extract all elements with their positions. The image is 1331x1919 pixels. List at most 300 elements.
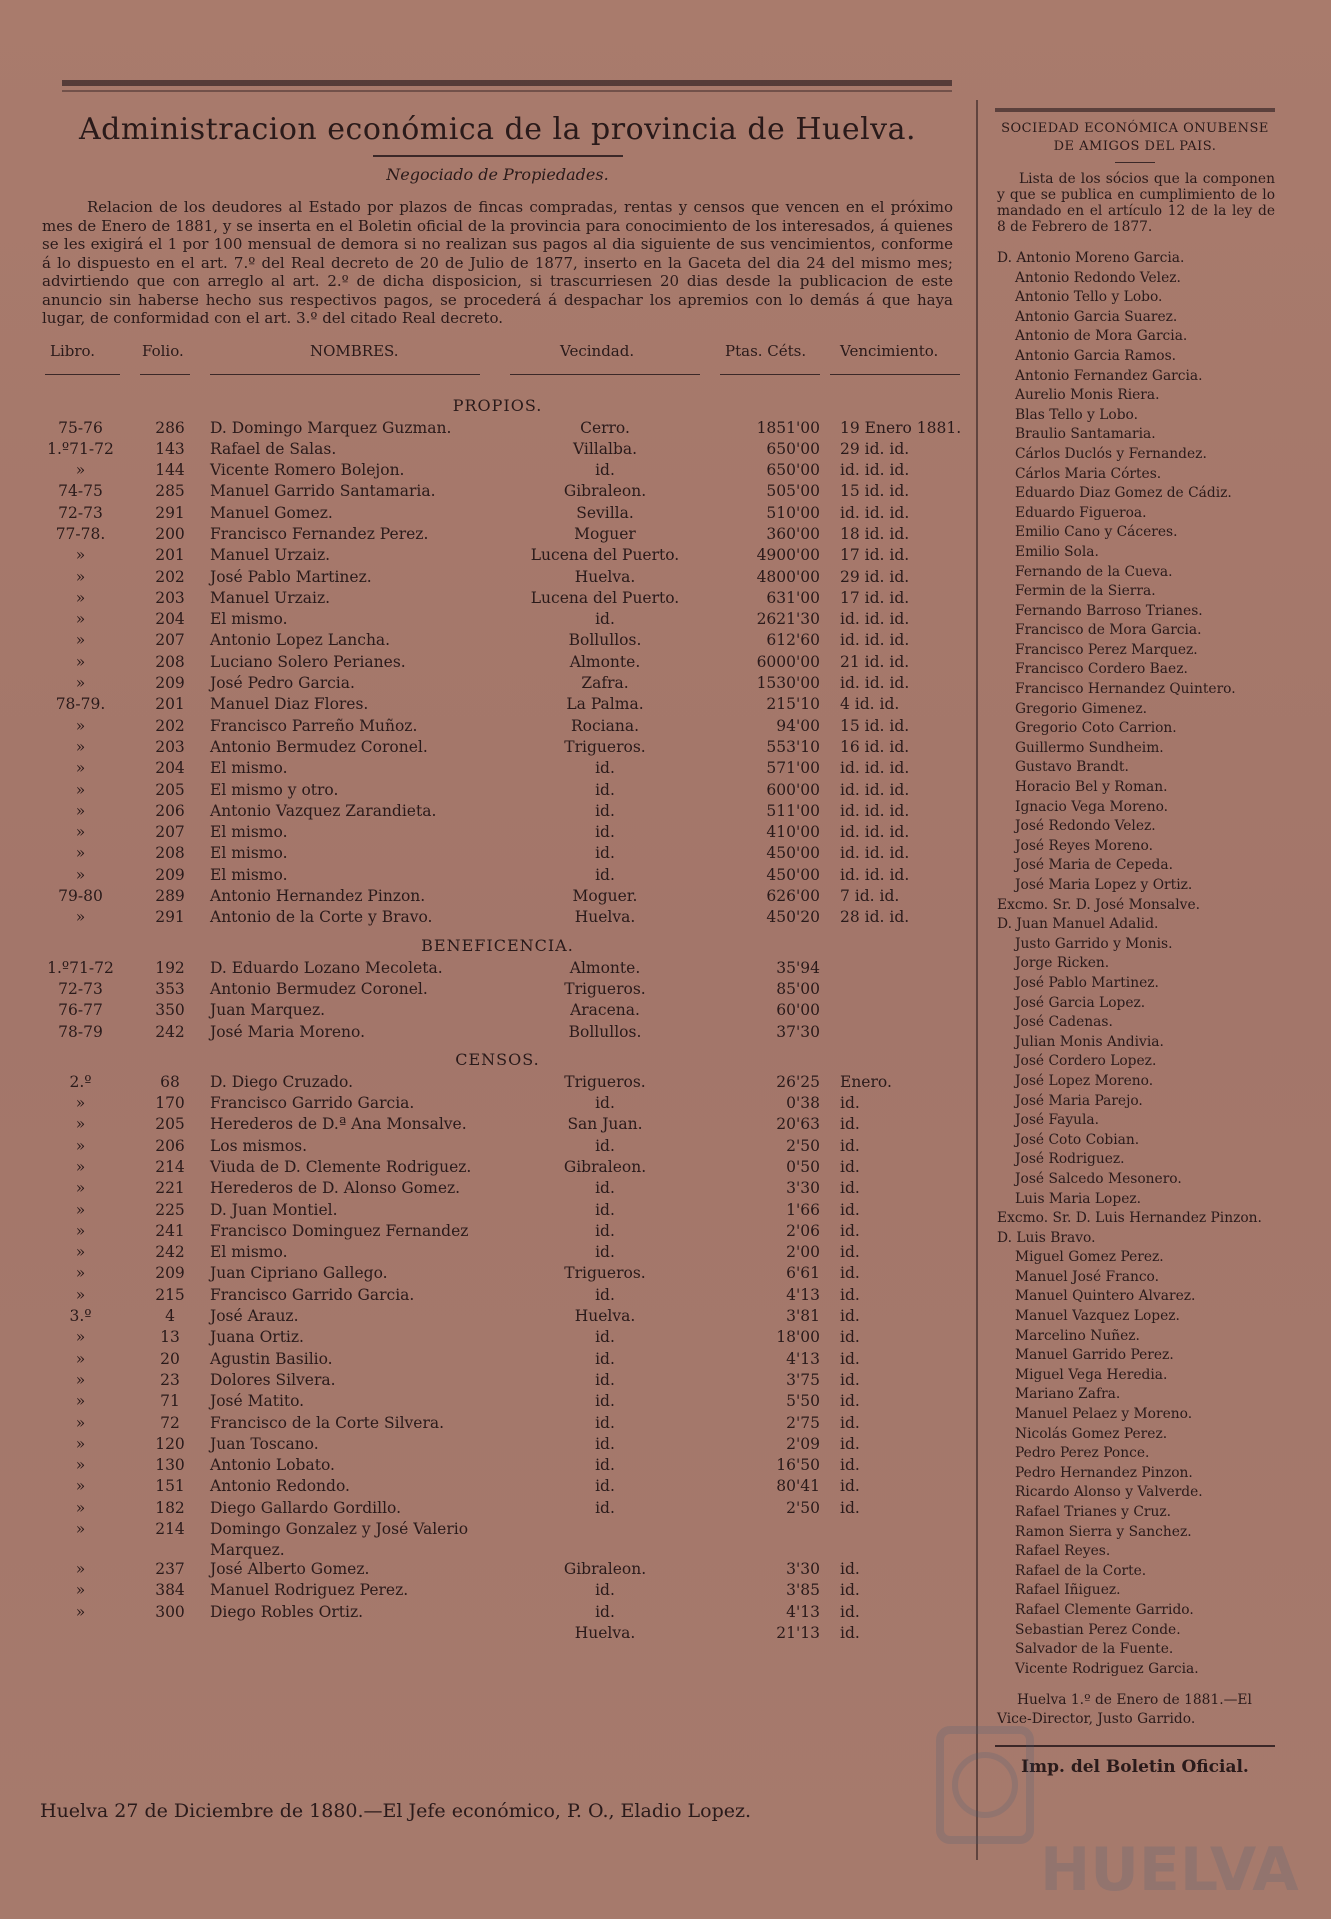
table-row [30,980,965,1001]
cell-nombre: Manuel Urzaiz. [210,546,331,565]
cell-ptas: 510'00 [766,503,820,522]
cell-ptas: 2'75 [786,1413,820,1432]
table-row [30,546,965,567]
member-name: José Pablo Martinez. [1015,974,1159,991]
cell-libro: » [75,610,86,629]
cell-nombre: El mismo. [210,1243,288,1262]
cell-vecindad: Huelva. [574,908,636,927]
table-row [30,1001,965,1022]
member-name: Francisco Cordero Baez. [1015,661,1188,678]
section-heading: CENSOS. [455,1049,540,1069]
cell-folio: 206 [155,1136,185,1155]
table-row [30,1603,965,1624]
member-name: Nicolás Gomez Perez. [1015,1425,1168,1442]
cell-vencimiento: id. [840,1498,860,1517]
page-title: Administracion económica de la provincia de Huelva. [78,112,917,147]
member-name: Rafael de la Corte. [1015,1562,1147,1579]
cell-libro: » [75,1264,86,1283]
cell-nombre: José Matito. [210,1392,305,1411]
table-row [30,823,965,844]
cell-folio: 205 [155,780,185,799]
member-name: Salvador de la Fuente. [1015,1641,1174,1658]
cell-folio: 207 [155,823,185,842]
cell-ptas: 2'09 [786,1434,820,1453]
cell-folio: 242 [155,1022,185,1041]
cell-ptas: 631'00 [766,588,820,607]
cell-folio: 204 [155,759,185,778]
member-name: Manuel José Franco. [1015,1268,1160,1285]
cell-ptas: 600'00 [766,780,820,799]
member-name: Emilio Sola. [1015,543,1099,560]
cell-vecindad: Cerro. [580,418,630,437]
cell-nombre: Manuel Rodriguez Perez. [210,1581,409,1600]
cell-ptas: 2'00 [786,1243,820,1262]
table-row [30,887,965,908]
cell-nombre: Francisco Garrido Garcia. [210,1285,415,1304]
member-name: Eduardo Diaz Gomez de Cádiz. [1015,485,1232,502]
sidebar-closing: Huelva 1.º de Enero de 1881.—El Vice-Director, Justo Garrido. [997,1692,1252,1728]
sidebar-heading-1: SOCIEDAD ECONÓMICA ONUBENSE [1001,121,1269,136]
table-row [30,908,965,929]
member-name: Manuel Quintero Alvarez. [1015,1288,1196,1305]
cell-vencimiento: id. id. id. [840,503,910,522]
cell-ptas: 215'10 [766,695,820,714]
cell-libro: » [75,1136,86,1155]
watermark-text: HUELVA [1040,1835,1299,1905]
cell-libro: » [75,1115,86,1134]
cell-folio: 144 [155,461,185,480]
cell-vencimiento: id. [840,1349,860,1368]
cell-ptas: 4'13 [786,1349,820,1368]
table-row [30,1307,965,1328]
cell-vecindad: San Juan. [567,1115,643,1134]
member-name: Guillermo Sundheim. [1015,739,1164,756]
cell-folio: 289 [155,887,185,906]
cell-nombre: El mismo. [210,610,288,629]
cell-ptas: 3'30 [786,1179,820,1198]
cell-libro: » [75,844,86,863]
table-row [30,781,965,802]
table-row [30,482,965,503]
member-name: D. Luis Bravo. [997,1229,1096,1246]
cell-libro: 78-79 [58,1022,103,1041]
cell-vencimiento: 15 id. id. [840,482,910,501]
cell-ptas: 2'06 [786,1221,820,1240]
cell-ptas: 37'30 [776,1022,820,1041]
cell-ptas: 360'00 [766,524,820,543]
sidebar-rule [995,108,1275,112]
col-nombres: NOMBRES. [310,341,399,360]
col-libro: Libro. [50,341,96,360]
table-row [30,1158,965,1179]
cell-ptas: 4900'00 [756,546,820,565]
cell-folio: 203 [155,588,185,607]
col-ptas: Ptas. Céts. [725,341,807,360]
cell-libro: » [75,1581,86,1600]
cell-vecindad: id. [595,759,615,778]
table-row [30,717,965,738]
member-name: Cárlos Duclós y Fernandez. [1015,445,1207,462]
cell-libro: » [75,1520,86,1539]
member-name: Vicente Rodriguez Garcia. [1015,1660,1199,1677]
member-name: Rafael Trianes y Cruz. [1015,1504,1172,1520]
cell-nombre: Los mismos. [210,1136,308,1155]
member-name: Justo Garrido y Monis. [1015,935,1173,952]
cell-vecindad: Lucena del Puerto. [530,546,680,565]
cell-vencimiento: id. [840,1477,860,1496]
cell-ptas: 60'00 [776,1001,820,1020]
cell-folio: 208 [155,844,185,863]
cell-nombre: Vicente Romero Bolejon. [210,461,405,480]
member-name: Cárlos Maria Córtes. [1015,465,1162,482]
cell-vecindad: Almonte. [569,958,641,977]
cell-vecindad: Bollullos. [568,1022,642,1041]
cell-nombre: Antonio Bermudez Coronel. [210,737,428,756]
cell-libro: 79-80 [58,887,103,906]
cell-folio: 120 [155,1434,185,1453]
cell-folio: 237 [155,1560,185,1579]
cell-libro: » [75,588,86,607]
cell-folio: 209 [155,865,185,884]
member-name: José Lopez Moreno. [1015,1072,1154,1089]
table-row [30,1560,965,1581]
cell-nombre: Manuel Urzaiz. [210,588,331,607]
cell-folio: 23 [160,1370,180,1389]
cell-nombre: El mismo. [210,865,288,884]
cell-vecindad: Sevilla. [576,503,634,522]
cell-vencimiento: id. [840,1602,860,1621]
cell-vencimiento: id. id. id. [840,823,910,842]
cell-nombre: Antonio Bermudez Coronel. [210,979,428,998]
cell-vecindad: id. [595,1434,615,1453]
cell-folio: 300 [155,1602,185,1621]
cell-nombre: El mismo. [210,823,288,842]
cell-libro: » [75,1456,86,1475]
cell-ptas: 94'00 [776,716,820,735]
cell-nombre: Viuda de D. Clemente Rodriguez. [210,1158,472,1176]
cell-folio: 201 [155,546,185,565]
cell-vecindad: Rociana. [570,716,640,735]
member-name: Rafael Clemente Garrido. [1015,1601,1194,1618]
cell-nombre: Antonio Lobato. [210,1456,335,1475]
section-heading: PROPIOS. [452,395,543,415]
cell-vencimiento: id. [840,1392,860,1411]
cell-vecindad: Aracena. [570,1001,640,1020]
cell-libro: 72-73 [58,979,103,998]
cell-folio: 214 [155,1520,185,1539]
cell-libro: 76-77 [58,1001,103,1020]
cell-vecindad: id. [595,1456,615,1475]
cell-libro: » [75,1200,86,1219]
member-name: Pedro Perez Ponce. [1015,1445,1150,1462]
cell-libro: » [75,908,86,927]
col-rule [720,374,820,375]
cell-folio: 291 [155,503,185,522]
cell-ptas: 0'50 [786,1158,820,1176]
cell-libro: » [75,1221,86,1240]
cell-folio: 215 [155,1285,185,1304]
cell-libro: » [75,1328,86,1347]
sidebar-intro: Lista de los sócios que la componen y que se publica en cumplimiento de lo mandado en el artículo 12 de la ley de 8 de Febrero de 1877. [997,171,1275,235]
member-name: Sebastian Perez Conde. [1015,1621,1181,1638]
cell-vecindad: Moguer. [572,887,638,906]
cell-nombre: Antonio de la Corte y Bravo. [210,908,433,927]
member-name: José Rodriguez. [1015,1151,1125,1168]
cell-vencimiento: id. [840,1264,860,1283]
table-row [30,461,965,482]
cell-libro: » [75,652,86,671]
member-name: Ignacio Vega Moreno. [1015,798,1169,815]
cell-libro: 72-73 [58,503,103,522]
cell-folio: 225 [155,1200,185,1219]
table-row [30,1371,965,1392]
cell-folio: 286 [155,418,185,437]
member-name: Fernando de la Cueva. [1015,563,1173,580]
cell-libro: » [75,1370,86,1389]
cell-nombre: José Maria Moreno. [210,1022,365,1041]
member-name: Rafael Iñiguez. [1015,1582,1121,1599]
col-vecindad: Vecindad. [560,341,635,360]
footer-signature: Huelva 27 de Diciembre de 1880.—El Jefe económico, P. O., Eladio Lopez. [40,1800,752,1822]
cell-libro: » [75,1477,86,1496]
cell-ptas: 80'41 [776,1477,820,1496]
cell-libro: 77-78. [55,524,106,543]
cell-vencimiento: id. id. id. [840,461,910,480]
cell-ptas: 35'94 [776,958,820,977]
member-name: Excmo. Sr. D. Luis Hernandez Pinzon. [997,1210,1262,1227]
cell-vencimiento: 15 id. id. [840,716,910,735]
cell-vecindad: Almonte. [569,652,641,671]
cell-ptas: 16'50 [776,1456,820,1475]
member-name: Miguel Vega Heredia. [1015,1366,1168,1383]
cell-vecindad: id. [595,1221,615,1240]
cell-vecindad: Gibraleon. [563,482,647,501]
cell-folio: 170 [155,1094,185,1113]
cell-folio: 4 [165,1307,175,1326]
member-name: José Fayula. [1015,1112,1100,1129]
table-row [30,1435,965,1456]
member-name: José Maria de Cepeda. [1015,857,1173,874]
cell-nombre: Francisco de la Corte Silvera. [210,1413,445,1432]
member-name: Mariano Zafra. [1015,1386,1121,1403]
member-list [985,249,1285,1679]
cell-vencimiento: id. [840,1560,860,1579]
cell-folio: 350 [155,1001,185,1020]
cell-nombre: José Arauz. [210,1307,299,1326]
cell-folio: 20 [160,1349,180,1368]
main-column [30,100,965,1645]
cell-vencimiento: 17 id. id. [840,588,910,607]
member-name: Antonio Tello y Lobo. [1015,289,1163,306]
member-name: José Cadenas. [1015,1014,1113,1031]
cell-ptas: 450'20 [766,908,820,927]
table-row [30,1624,965,1645]
cell-vencimiento: id. [840,1136,860,1155]
cell-vecindad: id. [595,1328,615,1347]
cell-ptas: 0'38 [786,1094,820,1113]
cell-nombre: José Pedro Garcia. [210,674,355,693]
cell-vecindad: Trigueros. [564,1264,646,1283]
cell-vecindad: Trigueros. [564,979,646,998]
cell-libro: » [75,461,86,480]
cell-nombre: Diego Robles Ortiz. [210,1602,364,1621]
cell-vecindad: Moguer [574,524,636,543]
cell-ptas: 571'00 [766,759,820,778]
cell-vencimiento: id. [840,1179,860,1198]
cell-vencimiento: id. id. id. [840,631,910,650]
member-name: Fermin de la Sierra. [1015,583,1156,600]
cell-ptas: 612'60 [766,631,820,650]
cell-libro: » [75,674,86,693]
cell-ptas: 4'13 [786,1285,820,1304]
cell-folio: 242 [155,1243,185,1262]
member-name: Pedro Hernandez Pinzon. [1015,1464,1193,1481]
cell-vencimiento: id. [840,1623,860,1642]
cell-vencimiento: id. id. id. [840,759,910,778]
cell-vecindad: id. [595,1094,615,1113]
cell-nombre: Manuel Diaz Flores. [210,695,369,714]
table-row [30,1094,965,1115]
sidebar [985,108,1285,1777]
sidebar-heading-2: DE AMIGOS DEL PAIS. [1053,139,1217,154]
cell-vencimiento: 16 id. id. [840,737,910,756]
cell-folio: 206 [155,801,185,820]
cell-folio: 143 [155,439,185,458]
cell-nombre: Herederos de D. Alonso Gomez. [210,1179,461,1198]
member-name: Manuel Garrido Perez. [1015,1347,1174,1364]
cell-nombre: D. Domingo Marquez Guzman. [210,418,452,437]
member-name: Julian Monis Andivia. [1015,1033,1164,1050]
cell-folio: 285 [155,482,185,501]
cell-nombre: Luciano Solero Perianes. [210,652,406,671]
cell-vecindad: Lucena del Puerto. [530,588,680,607]
cell-vencimiento: 17 id. id. [840,546,910,565]
col-rule [45,374,120,375]
cell-vecindad: id. [595,865,615,884]
cell-libro: » [75,1434,86,1453]
table-row [30,802,965,823]
cell-folio: 241 [155,1221,185,1240]
table-row [30,1286,965,1307]
sidebar-small-rule [1115,162,1155,163]
cell-nombre: Antonio Redondo. [210,1477,350,1496]
cell-vecindad: id. [595,844,615,863]
table-row [30,1520,965,1560]
cell-folio: 221 [155,1179,185,1198]
cell-folio: 72 [160,1413,180,1432]
section-heading: BENEFICENCIA. [421,935,574,955]
member-name: José Garcia Lopez. [1015,994,1146,1011]
cell-libro: » [75,759,86,778]
member-name: Antonio de Mora Garcia. [1015,328,1188,345]
cell-folio: 291 [155,908,185,927]
cell-vecindad: id. [595,801,615,820]
cell-vecindad: Huelva. [574,1307,636,1326]
cell-folio: 201 [155,695,185,714]
cell-libro: » [75,1094,86,1113]
member-name: D. Antonio Moreno Garcia. [997,250,1185,266]
cell-vecindad: Bollullos. [568,631,642,650]
cell-vecindad: id. [595,1243,615,1262]
page-subtitle: Negociado de Propiedades. [386,165,609,184]
cell-nombre: Juan Marquez. [210,1001,326,1020]
cell-vecindad: id. [595,1581,615,1600]
table-row [30,440,965,461]
table-row [30,1243,965,1264]
cell-vencimiento: id. [840,1328,860,1347]
table-row [30,525,965,546]
cell-vecindad: id. [595,610,615,629]
cell-vencimiento: 28 id. id. [840,908,910,927]
member-name: José Redondo Velez. [1015,818,1156,835]
member-name: Blas Tello y Lobo. [1015,406,1138,423]
member-name: Luis Maria Lopez. [1015,1190,1142,1207]
cell-vencimiento: id. [840,1243,860,1262]
table-row [30,1499,965,1520]
cell-vencimiento: 4 id. id. [840,695,900,714]
table-row [30,1264,965,1285]
cell-vecindad: id. [595,461,615,480]
member-name: Antonio Fernandez Garcia. [1015,367,1203,384]
table-row [30,419,965,440]
cell-nombre: Manuel Garrido Santamaria. [210,482,436,501]
table-row [30,610,965,631]
member-name: Horacio Bel y Roman. [1015,779,1168,796]
cell-nombre: Francisco Fernandez Perez. [210,524,429,543]
cell-nombre: Domingo Gonzalez y José Valerio [210,1520,469,1539]
col-rule [510,374,700,375]
cell-libro: » [75,631,86,650]
cell-vecindad: id. [595,1200,615,1219]
member-name: Gregorio Coto Carrion. [1015,720,1177,737]
cell-nombre: Antonio Hernandez Pinzon. [210,887,426,906]
cell-libro: » [75,1498,86,1517]
cell-ptas: 626'00 [766,887,820,906]
cell-vecindad: Huelva. [574,1623,636,1642]
cell-libro: » [75,1392,86,1411]
table-row [30,1477,965,1498]
table-row [30,674,965,695]
cell-folio: 209 [155,1264,185,1283]
member-name: Emilio Cano y Cáceres. [1015,524,1178,541]
cell-nombre: Francisco Dominguez Fernandez [210,1221,469,1240]
cell-vencimiento: id. [840,1307,860,1326]
cell-ptas: 5'50 [786,1392,820,1411]
cell-libro: 2.º [69,1072,92,1091]
cell-vencimiento: 29 id. id. [840,439,910,458]
cell-ptas: 4800'00 [756,567,820,586]
cell-vecindad: Trigueros. [564,1072,646,1091]
cell-vencimiento: 18 id. id. [840,524,910,543]
cell-ptas: 85'00 [776,979,820,998]
member-name: Manuel Pelaez y Moreno. [1015,1406,1193,1423]
table-row [30,695,965,716]
member-name: José Maria Lopez y Ortiz. [1015,877,1193,893]
table-row [30,589,965,610]
cell-vencimiento: Enero. [840,1072,892,1091]
cell-nombre: Agustin Basilio. [210,1349,333,1368]
table-row [30,653,965,674]
member-name: Ramon Sierra y Sanchez. [1015,1523,1192,1540]
cell-vecindad: Trigueros. [564,737,646,756]
cell-folio: 71 [160,1392,180,1411]
cell-libro: » [75,801,86,820]
table-row [30,959,965,980]
cell-nombre: José Alberto Gomez. [210,1560,370,1579]
cell-ptas: 505'00 [766,482,820,501]
cell-ptas: 2'50 [786,1136,820,1155]
cell-folio: 207 [155,631,185,650]
